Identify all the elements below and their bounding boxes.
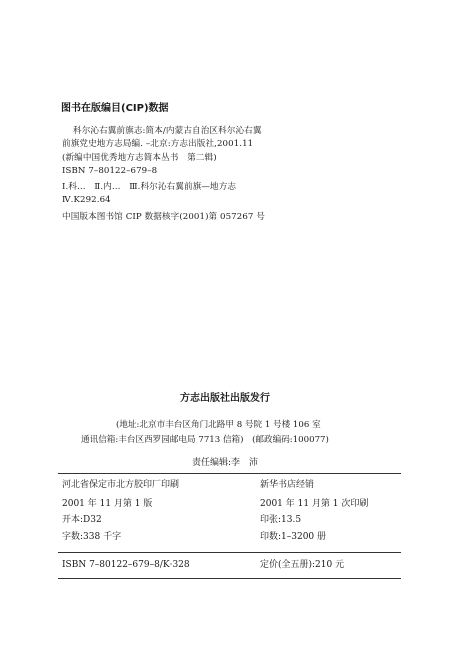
- cip-isbn-line: ISBN 7–80122–679–8: [62, 166, 158, 176]
- cip-classification-line: Ⅳ.K292.64: [62, 195, 111, 205]
- publisher-mailbox: 通讯信箱:丰台区西罗园邮电局 7713 信箱) (邮政编码:100077): [81, 435, 329, 445]
- cip-title-line: 科尔沁右翼前旗志:简本/内蒙古自治区科尔沁右翼: [73, 126, 262, 136]
- book-isbn: ISBN 7–80122–679–8/K·328: [62, 560, 190, 570]
- publisher-address: (地址:北京市丰台区角门北路甲 8 号院 1 号楼 106 室: [116, 420, 321, 430]
- price: 定价(全五册):210 元: [260, 560, 345, 570]
- print-run: 2001 年 11 月第 1 次印刷: [260, 499, 369, 509]
- responsible-editor: 责任编辑:李 沛: [191, 458, 259, 468]
- distributor: 新华书店经销: [260, 480, 315, 490]
- word-count: 字数:338 千字: [62, 532, 122, 542]
- middle-rule: [58, 552, 401, 553]
- cip-record-line: 中国版本图书馆 CIP 数据核字(2001)第 057267 号: [62, 212, 265, 222]
- printer: 河北省保定市北方胶印厂印刷: [62, 480, 180, 490]
- publisher-name: 方志出版社出版发行: [180, 393, 270, 404]
- edition: 2001 年 11 月第 1 版: [62, 499, 153, 509]
- copies: 印数:1–3200 册: [260, 532, 327, 542]
- format: 开本:D32: [62, 515, 102, 525]
- top-rule: [58, 473, 401, 474]
- cip-heading: 图书在版编目(CIP)数据: [61, 103, 169, 114]
- cip-series-line: (新编中国优秀地方志简本丛书 第二辑): [62, 153, 217, 163]
- bottom-rule: [58, 578, 401, 579]
- cip-subject-line: Ⅰ.科… Ⅱ.内… Ⅲ.科尔沁右翼前旗—地方志: [62, 182, 237, 192]
- sheets: 印张:13.5: [260, 515, 302, 525]
- cip-publisher-line: 前旗党史地方志局编. –北京:方志出版社,2001.11: [62, 139, 254, 149]
